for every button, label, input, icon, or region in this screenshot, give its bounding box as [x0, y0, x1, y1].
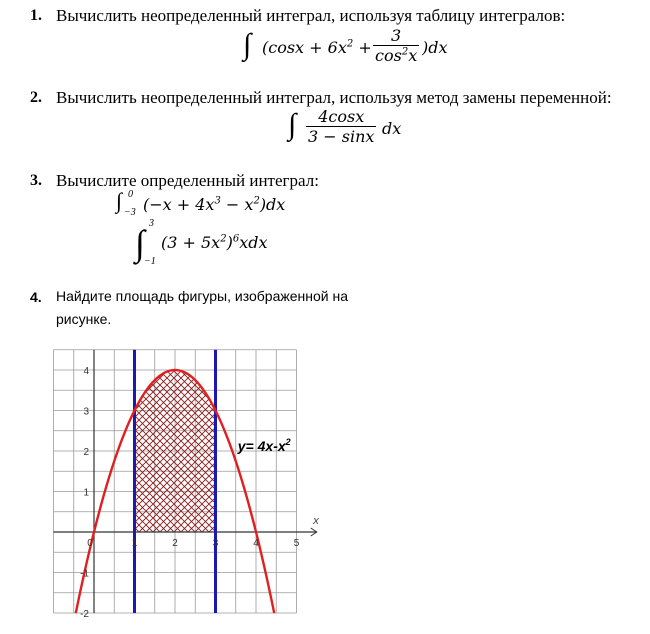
formula-1-end: )dx	[422, 38, 448, 57]
integral-sign: ∫	[288, 108, 297, 141]
y-tick-label: 1	[83, 487, 89, 499]
x-tick-label: 2	[172, 538, 178, 549]
formula-3b-lower: −1	[144, 256, 156, 267]
formula-3a-lower: −3	[124, 207, 136, 218]
y-tick-label: 4	[83, 366, 89, 377]
task-4-text-line2: рисунке.	[56, 311, 112, 327]
task-4-text-line1: Найдите площадь фигуры, изображенной на	[56, 288, 348, 304]
formula-2-end: dx	[382, 119, 402, 138]
function-label: $y= 4x-x^2$	[237, 437, 291, 454]
task-1-number: 1.	[30, 7, 42, 24]
integral-sign: ∫	[243, 28, 252, 61]
y-tick-label: 2	[83, 447, 89, 458]
task-2-text: Вычислить неопределенный интеграл, используя метод замены переменной:	[56, 88, 612, 107]
formula-3a-upper: 0	[128, 189, 133, 200]
integral-sign: ∫	[116, 188, 123, 213]
formula-1-fraction: $\frac{3}{\cos^2x}$	[375, 26, 418, 65]
shaded-region	[135, 370, 216, 532]
formula-3a-body: $(-x + 4x^3 - x^2)dx$	[143, 195, 286, 214]
y-tick-label: -2	[80, 609, 89, 620]
x-tick-label: 5	[293, 538, 300, 549]
y-tick-label: 3	[83, 406, 89, 418]
x-tick-label: 3	[212, 538, 219, 549]
formula-2-fraction: $\frac{4\cos x}{3 - \sin x}$	[308, 107, 375, 146]
x-axis-label: x	[312, 514, 320, 527]
task-3-number: 3.	[30, 172, 42, 189]
task-1-text: Вычислить неопределенный интеграл, используя таблицу интегралов:	[56, 6, 566, 25]
x-tick-label: 0	[87, 538, 93, 549]
task-4-number: 4.	[30, 289, 42, 305]
integral-sign: ∫	[135, 223, 145, 263]
x-tick-label: 4	[253, 538, 259, 549]
formula-1-start: ($\cos x + 6x^2$ +	[262, 38, 372, 57]
x-tick-labels	[87, 538, 300, 549]
y-tick-label: -1	[80, 568, 89, 580]
formula-3b-body: $(3 + 5x^2)^6xdx$	[161, 233, 268, 252]
formula-3b-upper: 3	[149, 218, 154, 229]
task-3-text: Вычислите определенный интеграл:	[56, 171, 319, 190]
task-2-number: 2.	[30, 89, 42, 106]
x-tick-label: 1	[131, 538, 138, 549]
area-graph	[48, 336, 328, 620]
